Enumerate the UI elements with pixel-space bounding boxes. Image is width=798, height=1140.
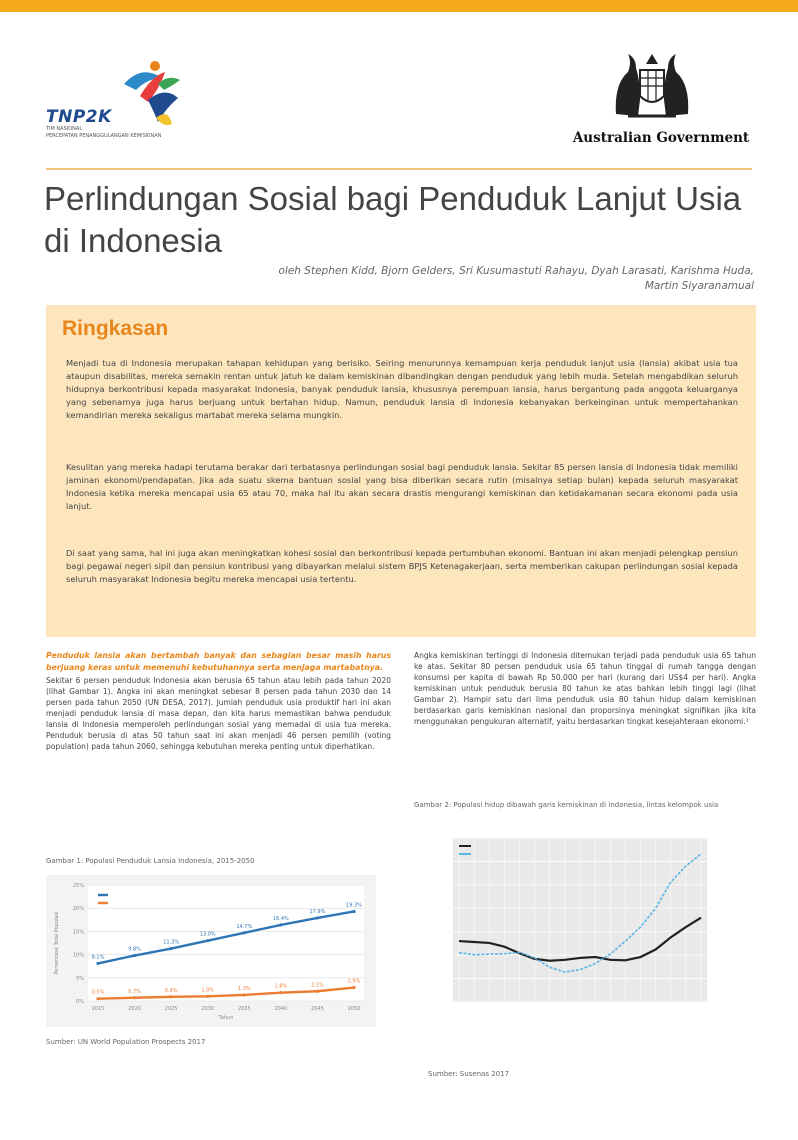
chart1-data-label: 1.8%	[274, 983, 288, 990]
right-column-body: Angka kemiskinan tertinggi di Indonesia ditemukan terjadi pada penduduk usia 65 tahun ke atas. Sekitar 80 persen penduduk usia 65 tahun tinggal di rumah tangga dengan konsumsi per kapita di bawah Rp 50.000 per hari (kurang dari US$4 per hari). Angka kemiskinan untuk penduduk berusia 80 tahun ke atas bahkan lebih tinggi lagi (lihat Gambar 2). Hampir satu dari lima penduduk usia 80 tahun hidup dalam kemiskinan berdasarkan garis kemiskinan nasional dan proporsinya meningkat signifikan jika kita menggunakan pengukuran alternatif, yaitu berdasarkan tingkat kesejahteraan ekonomi.¹	[414, 651, 756, 726]
chart1-y-tick: 25%	[72, 883, 84, 889]
chart1-data-label: 9.8%	[128, 946, 141, 953]
chart1-x-tick: 2040	[274, 1006, 288, 1012]
chart1-y-tick: 0%	[76, 999, 84, 1005]
chart1-point	[96, 962, 99, 965]
chart1-data-label: 2.9%	[347, 978, 361, 985]
tnp2k-logo-subtitle: TIM NASIONAL PERCEPATAN PENANGGULANGAN KEMISKINAN	[46, 126, 162, 139]
chart1-y-tick: 15%	[72, 929, 84, 936]
chart1-y-tick: 5%	[76, 975, 84, 982]
page-title: Perlindungan Sosial bagi Penduduk Lanjut Usia di Indonesia	[44, 180, 742, 259]
chart1-data-label: 1.0%	[201, 987, 215, 994]
chart1-y-tick: 10%	[72, 952, 84, 959]
chart1-point	[96, 997, 99, 1000]
chart1-x-axis-label: Tahun	[218, 1015, 234, 1021]
tnp2k-logo-text: TNP2K	[46, 107, 112, 127]
left-column-body: Sekitar 6 persen penduduk Indonesia akan berusia 65 tahun atau lebih pada tahun 2020 (lihat Gambar 1). Angka ini akan meningkat sebesar 8 persen pada tahun 2030 dan 14 persen pada tahun 2050 (UN DESA, 2017). Jumlah penduduk usia produktif hari ini akan menjadi penduduk lansia di masa depan, dan kita harus memastikan bahwa penduduk lansia di Indonesia memperoleh perlindungan sosial yang memadai di usia tua mereka. Penduduk berusia di atas 50 tahun saat ini akan menjadi 46 persen pemilih (voting population) pada tahun 2060, sehingga kebutuhan mereka penting untuk diperhatikan.	[46, 676, 391, 751]
summary-paragraph-2: Kesulitan yang mereka hadapi terutama berakar dari terbatasnya perlindungan sosial bagi penduduk lansia. Sekitar 85 persen lansia di Indonesia tidak memiliki jaminan ekonomi/pendapatan. Jika ada suatu skema bantuan sosial yang bisa diberikan secara rutin (misalnya setiap bulan) kepada seluruh masyarakat Indonesia ketika mereka mencapai usia 65 atau 70, maka hal itu akan secara drastis mengurangi kemiskinan dan ketidakamanan secara ekonomi pada usia lanjut.	[66, 462, 738, 511]
chart1-data-label: 19.3%	[346, 902, 362, 909]
figure2-source: Sumber: Susenas 2017	[428, 1070, 510, 1078]
chart1-point	[279, 991, 282, 994]
chart1-data-label: 17.9%	[309, 908, 326, 915]
summary-paragraph-3: Di saat yang sama, hal ini juga akan meningkatkan kohesi sosial dan berkontribusi kepada pertumbuhan ekonomi. Bantuan ini akan menjadi pelengkap pensiun bagi pegawai negeri sipil dan pensiun kontribusi yang dibayarkan melalui sistem BPJS Ketenagakerjaan, serta memberikan cakupan perlindungan sosial kepada seluruh masyarakat Indonesia begitu mereka mencapai usia tertentu.	[66, 548, 738, 584]
chart1-data-label: 8.1%	[91, 954, 105, 961]
figure2-caption: Gambar 2: Populasi hidup dibawah garis kemiskinan di Indonesia, lintas kelompok usia	[414, 801, 719, 809]
australian-coat-of-arms-icon	[610, 44, 694, 124]
top-accent-bar	[0, 0, 798, 12]
chart1-point	[206, 939, 209, 942]
chart1-point	[316, 990, 319, 993]
chart1-point	[243, 931, 246, 934]
chart1-data-label: 11.3%	[163, 939, 180, 946]
chart1-x-tick: 2025	[164, 1006, 178, 1012]
left-column-lead: Penduduk lansia akan bertambah banyak dan sebagian besar masih harus berjuang keras untuk memenuhi kebutuhannya serta menjaga martabatnya.	[46, 651, 391, 672]
chart1-x-tick: 2030	[201, 1006, 215, 1012]
chart1-point	[170, 947, 173, 950]
chart1-point	[352, 986, 355, 989]
left-column	[46, 650, 391, 752]
summary-paragraph-1: Menjadi tua di Indonesia merupakan tahapan kehidupan yang berisiko. Seiring menurunnya kemampuan kerja penduduk lanjut usia (lansia) akibat usia tua ataupun disabilitas, mereka semakin rentan untuk jatuh ke dalam kemiskinan dibandingkan dengan penduduk yang lebih muda. Setelah mengabdikan seluruh hidupnya berkontribusi kepada masyarakat Indonesia, banyak penduduk lansia, khususnya perempuan lansia, harus bergantung pada anggota keluarganya yang sebenarnya juga harus berjuang untuk bertahan hidup. Namun, penduduk lansia di Indonesia kebanyakan berkeinginan untuk mempertahankan kemandirian mereka sekaligus martabat mereka selama mungkin.	[66, 358, 738, 420]
chart1-point	[243, 993, 246, 996]
chart1-point	[170, 995, 173, 998]
chart1-y-tick: 20%	[72, 906, 84, 913]
summary-box	[46, 305, 756, 637]
chart1-data-label: 0.5%	[91, 989, 105, 996]
chart1-point	[279, 923, 282, 926]
chart1-point	[206, 995, 209, 998]
chart1-x-tick: 2045	[311, 1006, 324, 1012]
chart1-point	[316, 916, 319, 919]
figure2-chart	[425, 832, 725, 1067]
summary-heading: Ringkasan	[62, 317, 169, 340]
chart1-data-label: 2.1%	[311, 982, 324, 989]
figure1-source: Sumber: UN World Population Prospects 2017	[46, 1038, 206, 1046]
title-divider	[46, 168, 752, 170]
chart1-point	[352, 910, 355, 913]
chart1-x-tick: 2050	[347, 1006, 361, 1012]
chart1-x-tick: 2015	[91, 1006, 105, 1012]
chart1-data-label: 16.4%	[272, 915, 289, 922]
figure1-caption: Gambar 1: Populasi Penduduk Lansia Indonesia, 2015-2050	[46, 857, 255, 865]
chart1-data-label: 0.9%	[164, 987, 178, 994]
right-column	[414, 650, 756, 727]
chart1-data-label: 1.3%	[237, 985, 251, 992]
chart1-point	[133, 996, 136, 999]
australian-government-logo-text: Australian Government	[572, 130, 750, 146]
chart1-x-tick: 2035	[237, 1006, 251, 1012]
chart1-data-label: 14.7%	[236, 923, 253, 930]
authors-line: oleh Stephen Kidd, Bjorn Gelders, Sri Kusumastuti Rahayu, Dyah Larasati, Karishma Huda, Martin Siyaranamual	[278, 265, 754, 292]
chart1-data-label: 13.0%	[199, 931, 216, 938]
chart1-point	[133, 954, 136, 957]
figure1-chart	[46, 875, 376, 1027]
chart1-x-tick: 2020	[128, 1006, 141, 1012]
chart1-data-label: 0.7%	[128, 988, 141, 995]
chart1-y-axis-label: Persentase Total Populasi	[54, 911, 60, 975]
